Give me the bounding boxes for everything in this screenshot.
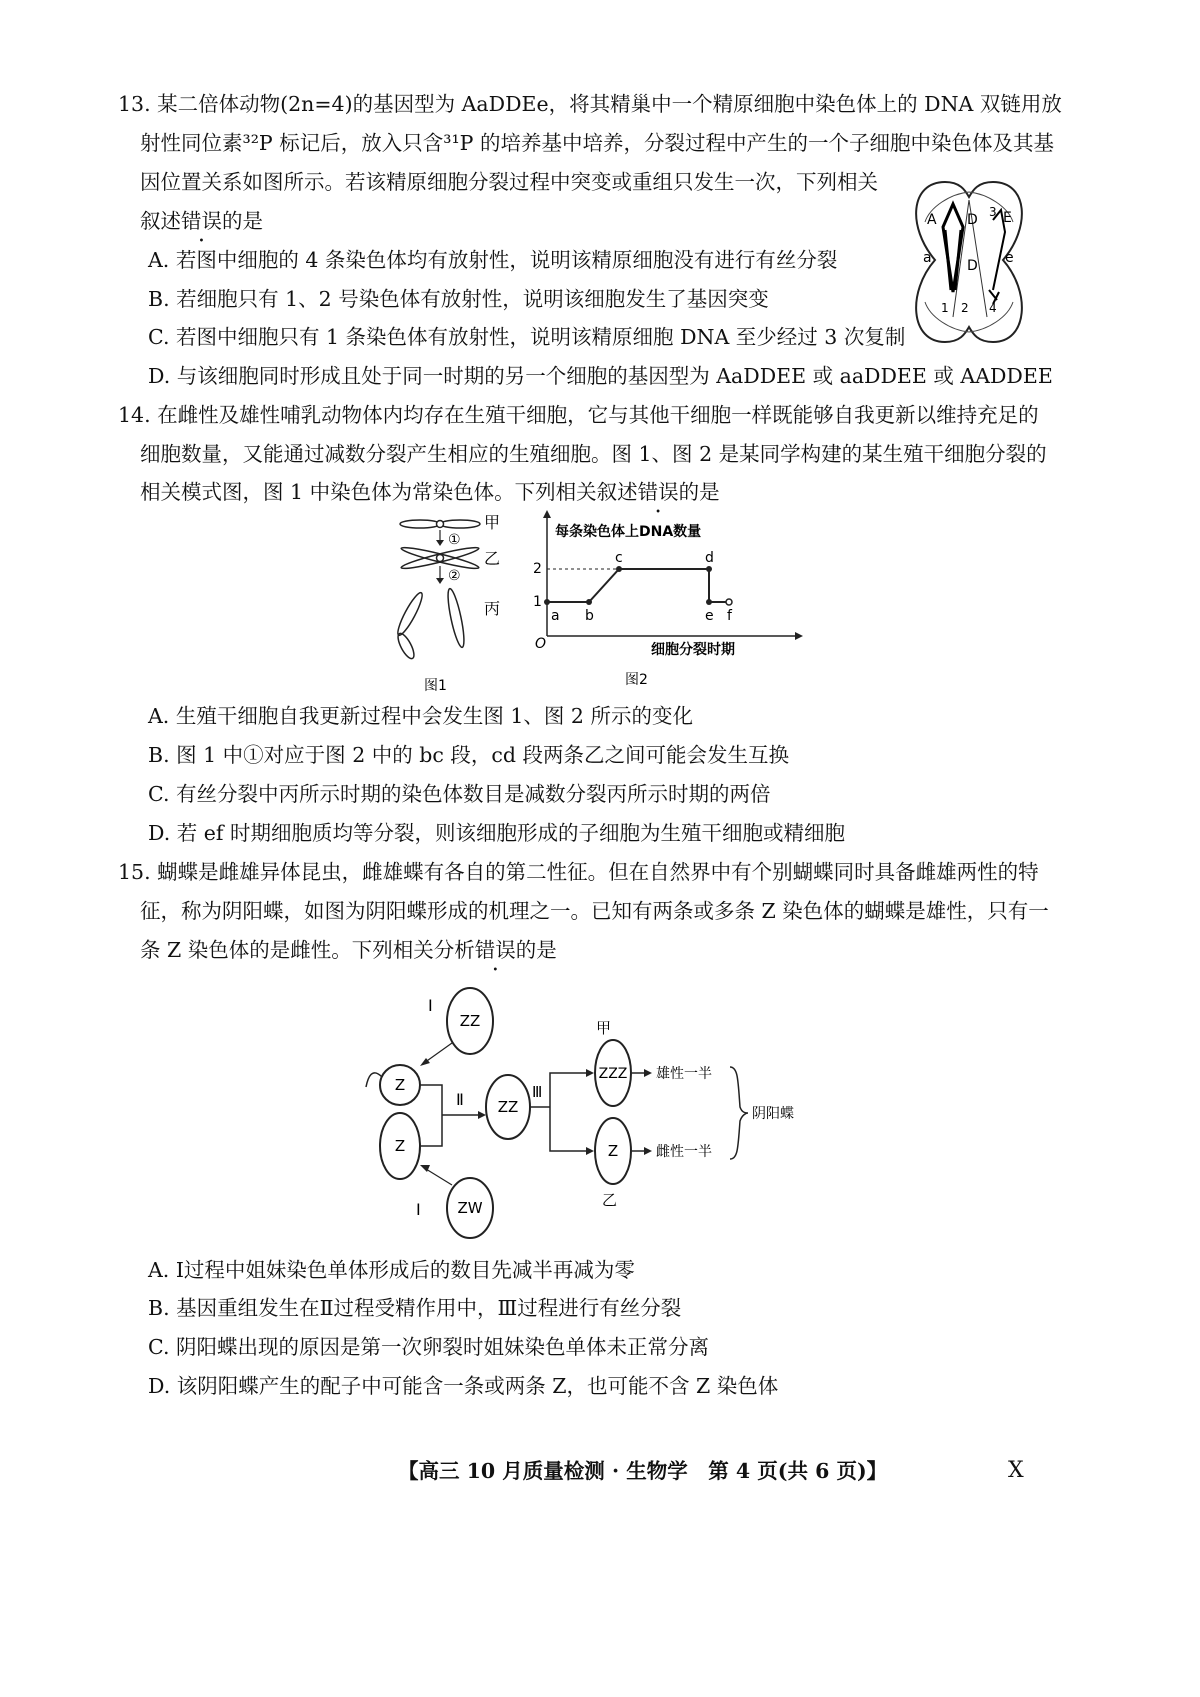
process-label: Ⅱ <box>456 1090 464 1109</box>
origin-label: O <box>535 636 547 652</box>
stage-label: 甲 <box>484 513 501 532</box>
q15-option-d: D. 该阴阳蝶产生的配子中可能含一条或两条 Z，也可能不含 Z 染色体 <box>148 1374 779 1398</box>
q13-line2: 射性同位素³²P 标记后，放入只含³¹P 的培养基中培养，分裂过程中产生的一个子细胞中染色体及其基 <box>140 131 1054 155</box>
stage-label: 丙 <box>484 599 501 618</box>
paper-mark: X <box>1008 1458 1024 1483</box>
point-label: e <box>705 608 714 624</box>
gene-label: D <box>967 258 978 274</box>
q15-butterfly-diagram <box>360 975 820 1240</box>
point-label: b <box>585 608 594 624</box>
y-tick-label: 1 <box>533 594 542 610</box>
point-label: a <box>551 608 560 624</box>
y-tick-label: 2 <box>533 561 542 577</box>
emphasis-text: 错误 <box>474 938 516 962</box>
chromosome-number: 1 <box>941 301 949 315</box>
stage-label: 乙 <box>484 549 501 568</box>
x-axis-label: 细胞分裂时期 <box>651 642 735 658</box>
q15-option-b: B. 基因重组发生在Ⅱ过程受精作用中，Ⅲ过程进行有丝分裂 <box>148 1296 682 1320</box>
point-label: f <box>727 608 732 624</box>
q14-figure-1 <box>378 510 508 695</box>
cell-label: ZZ <box>497 1098 519 1116</box>
emphasis-text: 错误 <box>637 480 679 504</box>
q15-line1: 15. 蝴蝶是雌雄异体昆虫，雌雄蝶有各自的第二性征。但在自然界中有个别蝴蝶同时具备雌雄两性的特 <box>118 860 1039 884</box>
figure-caption: 图2 <box>625 672 648 688</box>
emphasis-text: 错误 <box>181 209 222 233</box>
q15-option-a: A. Ⅰ过程中姐妹染色单体形成后的数目先减半再减为零 <box>148 1258 635 1282</box>
q13-line4: 叙述错误的是 <box>140 209 263 233</box>
cell-label: ZZ <box>459 1012 481 1030</box>
cell-label: Z <box>394 1076 406 1094</box>
q13-line1: 13. 某二倍体动物(2n=4)的基因型为 AaDDEe，将其精巢中一个精原细胞中染色体上的 DNA 双链用放 <box>118 92 1062 116</box>
cell-label: ZZZ <box>598 1066 628 1082</box>
q13-line3: 因位置关系如图所示。若该精原细胞分裂过程中突变或重组只发生一次，下列相关 <box>140 170 878 194</box>
page-footer: 【高三 10 月质量检测 · 生物学 第 4 页(共 6 页)】 <box>398 1459 888 1483</box>
process-label: Ⅰ <box>428 996 433 1015</box>
q15-line3: 条 Z 染色体的是雌性。下列相关分析错误的是 <box>140 938 557 962</box>
q14-option-d: D. 若 ef 时期细胞质均等分裂，则该细胞形成的子细胞为生殖干细胞或精细胞 <box>148 821 845 845</box>
result-label: 阴阳蝶 <box>752 1106 794 1122</box>
q15-line2: 征，称为阴阳蝶，如图为阴阳蝶形成的机理之一。已知有两条或多条 Z 染色体的蝴蝶是雄性，只有一 <box>140 899 1049 923</box>
result-label: 雄性一半 <box>656 1066 712 1082</box>
q14-option-b: B. 图 1 中①对应于图 2 中的 bc 段，cd 段两条乙之间可能会发生互换 <box>148 743 790 767</box>
gene-label: e <box>1005 250 1014 266</box>
gene-label: A <box>927 212 937 228</box>
q14-line1: 14. 在雌性及雄性哺乳动物体内均存在生殖干细胞，它与其他干细胞一样既能够自我更新以维持充足的 <box>118 403 1039 427</box>
q13-option-c: C. 若图中细胞只有 1 条染色体有放射性，说明该精原细胞 DNA 至少经过 3 次复制 <box>148 325 906 349</box>
cell-name-label: 乙 <box>602 1191 618 1209</box>
gene-label: E <box>1003 210 1012 226</box>
result-label: 雌性一半 <box>656 1144 712 1160</box>
cell-label: ZW <box>457 1199 483 1217</box>
cell-name-label: 甲 <box>596 1019 612 1037</box>
q14-option-c: C. 有丝分裂中丙所示时期的染色体数目是减数分裂丙所示时期的两倍 <box>148 782 771 806</box>
process-label: Ⅰ <box>416 1200 421 1219</box>
q13-option-d: D. 与该细胞同时形成且处于同一时期的另一个细胞的基因型为 AaDDEE 或 aaDDEE 或 AADDEE <box>148 364 1053 388</box>
point-label: d <box>705 550 714 566</box>
q14-option-a: A. 生殖干细胞自我更新过程中会发生图 1、图 2 所示的变化 <box>148 704 693 728</box>
q13-option-b: B. 若细胞只有 1、2 号染色体有放射性，说明该细胞发生了基因突变 <box>148 287 769 311</box>
q14-figure-2 <box>525 508 825 698</box>
point-label: c <box>615 550 623 566</box>
q14-line2: 细胞数量，又能通过减数分裂产生相应的生殖细胞。图 1、图 2 是某同学构建的某生殖干细胞分裂的 <box>140 442 1047 466</box>
step-label: ① <box>448 532 461 548</box>
cell-label: Z <box>607 1142 619 1160</box>
chromosome-number: 3 <box>989 205 997 219</box>
process-label: Ⅲ <box>532 1083 543 1101</box>
y-axis-label: 每条染色体上DNA数量 <box>555 524 702 540</box>
q13-cell-figure <box>905 172 1033 352</box>
chromosome-number: 4 <box>989 301 997 315</box>
q14-line3: 相关模式图，图 1 中染色体为常染色体。下列相关叙述错误的是 <box>140 480 720 504</box>
q15-option-c: C. 阴阳蝶出现的原因是第一次卵裂时姐妹染色单体未正常分离 <box>148 1335 709 1359</box>
q13-option-a: A. 若图中细胞的 4 条染色体均有放射性，说明该精原细胞没有进行有丝分裂 <box>148 248 838 272</box>
gene-label: D <box>967 212 978 228</box>
chromosome-number: 2 <box>961 301 969 315</box>
figure-caption: 图1 <box>424 678 447 694</box>
cell-label: Z <box>394 1137 406 1155</box>
step-label: ② <box>448 568 461 584</box>
gene-label: a <box>923 250 932 266</box>
